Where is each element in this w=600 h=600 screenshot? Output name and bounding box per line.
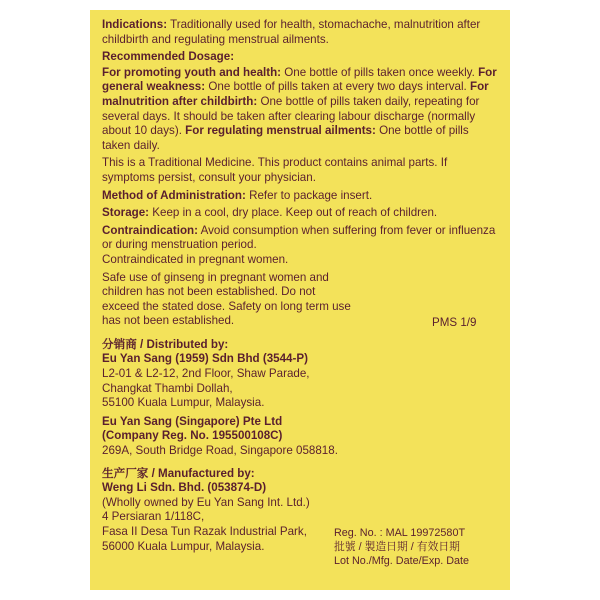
method-text: Refer to package insert. (249, 188, 373, 202)
indications-text: Traditionally used for health, stomachache, malnutrition after childbirth and regulating menstrual ailments. (102, 18, 481, 46)
address-line: 56000 Kuala Lumpur, Malaysia. (102, 539, 265, 553)
contraindication-text: Avoid consumption when suffering from fever or influenza or during menstruation period. (102, 223, 496, 252)
dosage-item-text: One bottle of pills taken once weekly. (284, 65, 475, 79)
safety-note: Safe use of ginseng in pregnant women and children has not been established. Do not exceed the stated dose. Safety on long term use has not been established. (102, 270, 351, 328)
dosage-body (102, 66, 500, 154)
distributed-section (102, 338, 500, 459)
distributor-address-malaysia (102, 367, 500, 411)
address-line: 4 Persiaran 1/118C, (102, 510, 205, 524)
storage-section (102, 206, 500, 221)
registration-box (334, 526, 469, 568)
registration-lot-label: Lot No./Mfg. Date/Exp. Date (334, 555, 470, 567)
storage-text: Keep in a cool, dry place. Keep out of reach of children. (152, 206, 438, 220)
dosage-title: Recommended Dosage: (102, 50, 235, 64)
indications-label: Indications: (102, 18, 168, 31)
address-line: L2-01 & L2-12, 2nd Floor, Shaw Parade, (102, 367, 310, 381)
contraindication-section (102, 224, 500, 268)
address-line: Changkat Thambi Dollah, (102, 381, 233, 395)
dosage-item-text: One bottle of pills taken at every two days interval. (208, 80, 467, 94)
address-line: Fasa II Desa Tun Razak Industrial Park, (102, 525, 307, 538)
distributor-address-singapore: 269A, South Bridge Road, Singapore 058818. (102, 444, 338, 458)
indications-section (102, 18, 500, 47)
traditional-medicine-note: This is a Traditional Medicine. This product contains animal parts. If symptoms persist, consult your physician. (102, 156, 448, 184)
distributor-company-malaysia: Eu Yan Sang (1959) Sdn Bhd (3544-P) (102, 352, 308, 366)
address-line: 55100 Kuala Lumpur, Malaysia. (102, 396, 265, 410)
dosage-item-text: One bottle of pills taken daily, repeating for several days. It should be taken after clearing labour discharge (normally about 10 days). (102, 94, 480, 138)
registration-number: Reg. No. : MAL 19972580T (334, 527, 466, 539)
distributed-label: 分销商 / Distributed by: (102, 337, 229, 351)
contraindication-label: Contraindication: (102, 223, 198, 237)
package-label-panel (90, 10, 510, 590)
dosage-item-label: For regulating menstrual ailments: (185, 124, 376, 138)
dosage-section (102, 50, 500, 153)
contraindication-pregnancy: Contraindicated in pregnant women. (102, 252, 289, 266)
manufacturer-company: Weng Li Sdn. Bhd. (053874-D) (102, 481, 267, 495)
dosage-item-text: One bottle of pills taken daily. (102, 124, 469, 152)
manufactured-label: 生产厂家 / Manufactured by: (102, 466, 255, 480)
manufacturer-owner-note: (Wholly owned by Eu Yan Sang Int. Ltd.) (102, 495, 310, 509)
distributor-company-reg: (Company Reg. No. 195500108C) (102, 429, 283, 443)
method-label: Method of Administration: (102, 188, 246, 202)
dosage-item-label: For promoting youth and health: (102, 65, 282, 79)
storage-label: Storage: (102, 206, 150, 220)
registration-chinese-label: 批號 / 製造日期 / 有效日期 (334, 541, 460, 553)
dosage-item-label: For general weakness: (102, 65, 497, 94)
pms-color-code: PMS 1/9 (432, 316, 477, 329)
dosage-item-label: For malnutrition after childbirth: (102, 80, 489, 108)
method-section (102, 189, 500, 204)
distributor-company-singapore: Eu Yan Sang (Singapore) Pte Ltd (102, 414, 283, 428)
